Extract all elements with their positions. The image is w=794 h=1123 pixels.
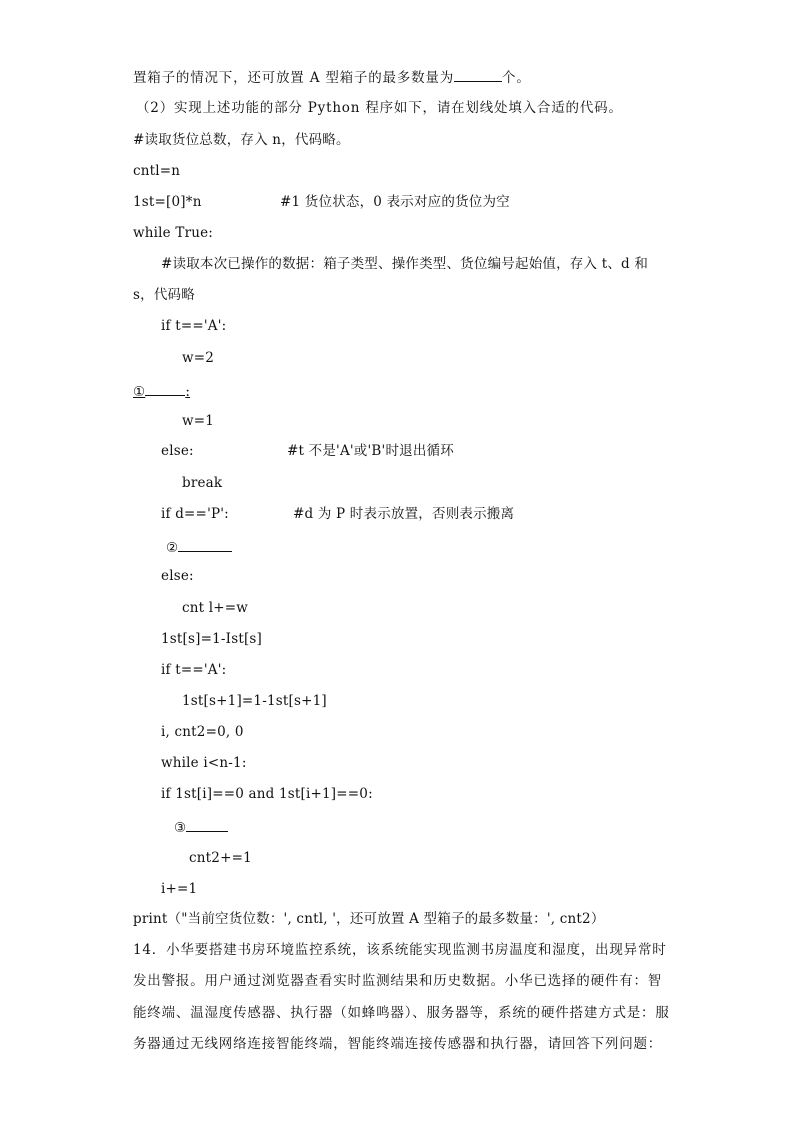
blank-3-answer[interactable]	[186, 816, 228, 832]
code-comment-continuation: s，代码略	[133, 287, 195, 303]
code-line: else:	[161, 568, 194, 584]
code-comment-read-n: #读取货位总数，存入 n，代码略。	[133, 132, 350, 148]
code-comment-read-data: #读取本次已操作的数据：箱子类型、操作类型、货位编号起始值，存入 t、d 和	[161, 256, 649, 272]
blank-3-label: ③	[174, 820, 187, 836]
question-14-line: 能终端、温湿度传感器、执行器（如蜂鸣器）、服务器等，系统的硬件搭建方式是：服	[133, 1005, 670, 1021]
code-line: while True:	[133, 225, 214, 241]
code-line: w=2	[182, 350, 215, 366]
blank-2-line	[166, 536, 232, 556]
code-line-print: print（"当前空货位数：', cntl, '，还可放置 A 型箱子的最多数量：', cnt2）	[133, 911, 605, 927]
question-14-line: 14．小华要搭建书房环境监控系统，该系统能实现监测书房温度和湿度，出现异常时	[133, 942, 667, 958]
code-line: else:	[161, 443, 194, 459]
code-line: while i<n-1:	[161, 755, 247, 771]
blank-2-label: ②	[166, 540, 179, 556]
code-line: if d=='P':	[161, 506, 229, 522]
code-line: if 1st[i]==0 and 1st[i+1]==0:	[161, 786, 373, 802]
blank-1-line	[133, 380, 190, 400]
blank-1-colon: :	[185, 384, 191, 400]
code-line: cntl=n	[133, 163, 181, 179]
code-line: break	[182, 475, 223, 491]
code-line: i, cnt2=0, 0	[161, 724, 244, 740]
question-text-end: 个。	[502, 70, 531, 86]
question-continuation	[133, 66, 531, 86]
code-line: i+=1	[161, 881, 198, 897]
code-comment: #1 货位状态，0 表示对应的货位为空	[280, 194, 510, 210]
code-comment: #t 不是'A'或'B'时退出循环	[287, 443, 454, 459]
answer-blank[interactable]	[454, 66, 502, 82]
code-line: cnt2+=1	[189, 850, 252, 866]
blank-3-line	[174, 816, 228, 836]
question-14-line: 务器通过无线网络连接智能终端，智能终端连接传感器和执行器，请回答下列问题：	[133, 1036, 663, 1052]
blank-1-answer[interactable]	[145, 380, 185, 396]
code-comment: #d 为 P 时表示放置，否则表示搬离	[293, 506, 515, 522]
code-line: if t=='A':	[161, 662, 227, 678]
code-line: w=1	[182, 413, 215, 429]
code-line: cnt l+=w	[182, 600, 249, 616]
blank-1-label: ①	[133, 384, 146, 400]
question-14-line: 发出警报。用户通过浏览器查看实时监测结果和历史数据。小华已选择的硬件有：智	[133, 973, 663, 989]
code-line: 1st[s]=1-Ist[s]	[161, 631, 263, 647]
code-line: if t=='A':	[161, 318, 227, 334]
code-line: 1st=[0]*n	[133, 194, 202, 210]
code-line: 1st[s+1]=1-1st[s+1]	[182, 693, 327, 709]
blank-2-answer[interactable]	[178, 536, 232, 552]
subquestion-2: （2）实现上述功能的部分 Python 程序如下，请在划线处填入合适的代码。	[136, 100, 623, 116]
question-text: 置箱子的情况下，还可放置 A 型箱子的最多数量为	[133, 70, 455, 86]
